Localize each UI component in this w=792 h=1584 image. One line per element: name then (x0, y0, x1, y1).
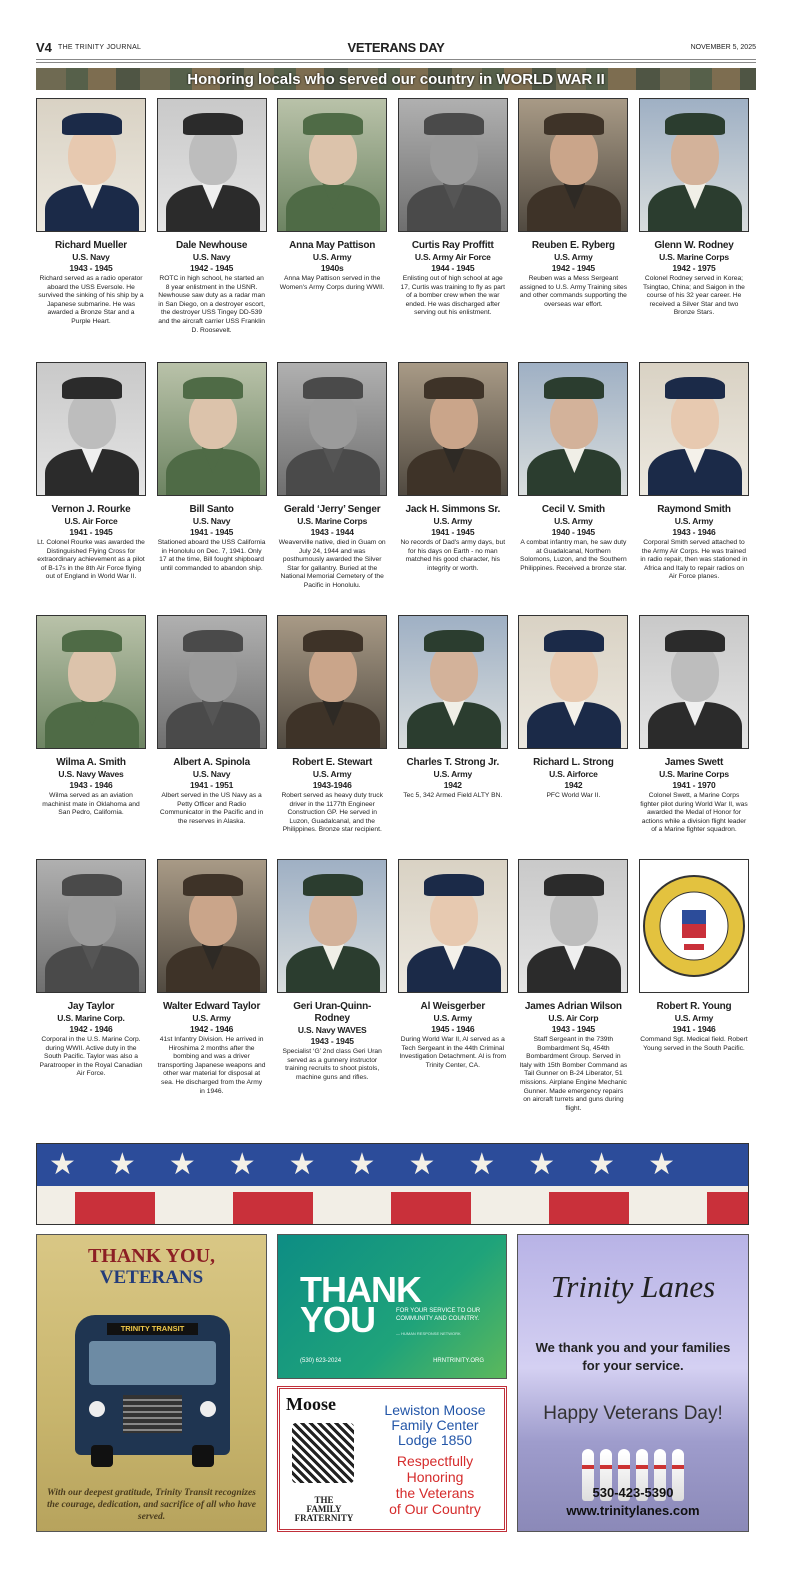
veteran-bio: During World War II, Al served as a Tech Sergeant in the 44th Criminal Investigation Detachment. Al is from Trinity Center, CA. (399, 1036, 507, 1069)
veteran-photo (36, 859, 146, 993)
veteran-bio: Corporal Smith served attached to the Army Air Corps. He was trained in radio repair, then was stationed in Africa and Italy to repair radios on Air Force planes. (640, 539, 748, 581)
hrn-ad-signature: — HUMAN RESPONSE NETWORK (396, 1331, 461, 1336)
moose-name-line1: Lewiston Moose (384, 1402, 486, 1418)
veteran-name: Curtis Ray Proffitt (411, 240, 494, 251)
veteran-branch: U.S. Marine Corps (659, 769, 729, 779)
veteran-bio: Corporal in the U.S. Marine Corp. during WWII. Active duty in the South Pacific. Taylor was also a Paratrooper in the Royal Canadian Air Force. (39, 1036, 143, 1078)
star-icon: ★ (288, 1148, 316, 1181)
veteran-years: 1943 - 1945 (69, 263, 113, 273)
transit-ad-line2: VETERANS (99, 1267, 204, 1288)
moose-message-line1: Respectfully (396, 1453, 474, 1469)
moose-tagline-line3: FRATERNITY (294, 1513, 354, 1523)
bus-windshield (89, 1341, 216, 1385)
veteran-bio: PFC World War II. (546, 792, 601, 799)
lanes-ad-message: We thank you and your families for your service. (535, 1340, 731, 1373)
lewiston-moose-ad (277, 1386, 507, 1532)
flag-banner (36, 1143, 749, 1225)
veteran-card (36, 362, 146, 591)
veteran-card (518, 859, 628, 1113)
veteran-branch: U.S. Navy (192, 769, 231, 779)
veteran-branch: U.S. Marine Corp. (57, 1013, 125, 1023)
hrn-ad-website: HRNTRINITY.ORG (433, 1358, 484, 1364)
veteran-years: 1941 - 1945 (69, 527, 113, 537)
star-icon: ★ (228, 1148, 256, 1181)
veteran-years: 1941 - 1951 (190, 780, 234, 790)
veteran-years: 1941 - 1970 (672, 780, 716, 790)
bus-illustration (75, 1315, 230, 1455)
veteran-years: 1940s (320, 263, 344, 273)
veteran-photo (157, 859, 267, 993)
star-icon: ★ (108, 1148, 136, 1181)
veteran-bio: Stationed aboard the USS California in Honolulu on Dec. 7, 1941. Only 17 at the time, Bill fought shipboard until commanded to abandon ship. (157, 539, 266, 572)
section-banner (36, 68, 756, 90)
veteran-bio: Albert served in the US Navy as a Petty Officer and Radio Communicator in the Pacific and in the reserves in Alaska. (159, 792, 264, 825)
veteran-photo (518, 859, 628, 993)
veteran-card (157, 859, 267, 1113)
veteran-name: Charles T. Strong Jr. (406, 757, 500, 768)
veteran-branch: U.S. Navy (192, 516, 231, 526)
veteran-bio: A combat infantry man, he saw duty at Guadalcanal, Northern Solomons, Luzon, and the Southern Philippines. Received a bronze star. (520, 539, 627, 572)
page-header (36, 38, 756, 60)
veteran-card (277, 615, 387, 835)
veteran-name: Richard L. Strong (533, 757, 614, 768)
veteran-card (36, 98, 146, 335)
veteran-name: Wilma A. Smith (56, 757, 126, 768)
veteran-years: 1942 - 1946 (190, 1024, 234, 1034)
veteran-years: 1941 - 1945 (431, 527, 475, 537)
star-icon: ★ (468, 1148, 496, 1181)
banner-title: Honoring locals who served our country in WORLD WAR II (187, 70, 605, 88)
star-icon: ★ (408, 1148, 436, 1181)
veteran-card (277, 859, 387, 1113)
veteran-card (36, 615, 146, 835)
hrn-ad-headline (300, 1269, 421, 1340)
veteran-bio: No records of Dad's army days, but for his days on Earth - no man matched his good character, his integrity or worth. (400, 539, 506, 572)
veteran-branch: U.S. Army Air Force (414, 252, 491, 262)
veteran-name: Al Weisgerber (420, 1001, 486, 1012)
veteran-branch: U.S. Army (674, 1013, 714, 1023)
moose-message-line2: Honoring (406, 1469, 464, 1485)
veteran-years: 1942 (443, 780, 462, 790)
veteran-branch: U.S. Army (554, 516, 593, 526)
moose-name-line3: Lodge 1850 (398, 1432, 472, 1448)
veteran-branch: U.S. Air Force (64, 516, 118, 526)
veteran-photo (157, 362, 267, 496)
veteran-photo (36, 362, 146, 496)
veteran-years: 1943 - 1945 (310, 1036, 354, 1046)
hrn-ad-message: FOR YOUR SERVICE TO OUR COMMUNITY AND COUNTRY. (396, 1308, 481, 1322)
veteran-branch: U.S. Army (312, 252, 352, 262)
veteran-name: Vernon J. Rourke (51, 504, 131, 515)
moose-logo-graphic (292, 1423, 354, 1483)
veteran-bio: Anna May Pattison served in the Women's Army Corps during WWII. (279, 275, 385, 291)
veteran-branch: U.S. Army (674, 516, 714, 526)
veteran-bio: Enlisting out of high school at age 17, Curtis was training to fly as part of a bomber crew when the war ended. He was discharged after serving out his enlistment. (400, 275, 505, 317)
veteran-bio: Colonel Rodney served in Korea; Tsingtao, China; and Saigon in the course of his 32 year career. He received a Silver Star and two Bronze Stars. (643, 275, 745, 317)
veterans-row (36, 615, 749, 835)
veteran-bio: Reuben was a Mess Sergeant assigned to U.S. Army Training sites and other commands supporting the overseas war effort. (519, 275, 628, 308)
star-icon: ★ (168, 1148, 196, 1181)
veteran-photo (398, 859, 508, 993)
veteran-years: 1943 - 1944 (310, 527, 354, 537)
veterans-row (36, 362, 749, 591)
transit-ad-footer: With our deepest gratitude, Trinity Transit recognizes the courage, dedication, and sacrifice of all who have served. (47, 1488, 256, 1522)
veteran-bio: Staff Sergeant in the 739th Bombardment Sq, 454th Bombardment Group. Served in Italy with 15th Bomber Command as Tail Gunner on B-24 Liberator, 51 missions. Airplane Engine Mechanic Gunner. Made emergency repairs on aircraft turrets and guns during flight. (519, 1036, 628, 1112)
veteran-name: James Adrian Wilson (524, 1001, 622, 1012)
star-icon: ★ (348, 1148, 376, 1181)
trinity-transit-ad (36, 1234, 267, 1532)
moose-tagline-line2: FAMILY (306, 1504, 342, 1514)
veteran-photo (639, 615, 749, 749)
trinity-lanes-ad (517, 1234, 749, 1532)
veteran-years: 1942 - 1975 (672, 263, 716, 273)
issue-date: NOVEMBER 5, 2025 (690, 44, 756, 51)
veteran-years: 1943 - 1945 (551, 1024, 595, 1034)
veteran-bio: 41st Infantry Division. He arrived in Hiroshima 2 months after the bombing and was a driver transporting Japanese weapons and other war material for disposal at sea. He discharged from the Army in 1946. (157, 1036, 266, 1095)
header-divider (36, 62, 756, 63)
star-icon: ★ (528, 1148, 556, 1181)
veteran-bio: Weaverville native, died in Guam on July 24, 1944 and was posthumously awarded the Silver Star for gallantry. Buried at the National Memorial Cemetery of the Pacific in Honolulu. (278, 539, 386, 589)
veteran-branch: U.S. Airforce (549, 769, 598, 779)
veteran-card (157, 615, 267, 835)
moose-message-line3: the Veterans (395, 1485, 475, 1501)
veteran-name: Cecil V. Smith (541, 504, 605, 515)
veteran-branch: U.S. Army (192, 1013, 231, 1023)
veteran-years: 1942 - 1945 (190, 263, 234, 273)
veteran-photo (277, 859, 387, 993)
bus-grill (123, 1395, 182, 1433)
lanes-ad-title: Trinity Lanes (550, 1269, 716, 1304)
veteran-years: 1943 - 1946 (672, 527, 716, 537)
veteran-bio: Command Sgt. Medical field. Robert Young served in the South Pacific. (640, 1036, 748, 1052)
veteran-card (518, 615, 628, 835)
veteran-years: 1941 - 1945 (190, 527, 234, 537)
veteran-years: 1940 - 1945 (551, 527, 595, 537)
veteran-years: 1943 - 1946 (69, 780, 113, 790)
veteran-card (639, 859, 749, 1113)
veteran-branch: U.S. Army (433, 769, 473, 779)
veteran-branch: U.S. Army (312, 769, 352, 779)
flag-stripes (37, 1186, 748, 1225)
veteran-years: 1943-1946 (312, 780, 352, 790)
veteran-branch: U.S. Army (554, 252, 593, 262)
publication-name: THE TRINITY JOURNAL (58, 44, 142, 51)
veteran-name: James Swett (664, 757, 724, 768)
veteran-card (277, 98, 387, 335)
veteran-name: Richard Mueller (54, 240, 128, 251)
moose-tagline-line1: THE (314, 1495, 334, 1505)
veteran-years: 1941 - 1946 (672, 1024, 716, 1034)
page-number: V4 (36, 40, 52, 55)
star-icon: ★ (588, 1148, 616, 1181)
veteran-card (639, 98, 749, 335)
veteran-branch: U.S. Army (433, 516, 473, 526)
veteran-card (398, 859, 508, 1113)
veteran-name: Geri Uran-Quinn-Rodney (293, 1001, 372, 1024)
veteran-name: Robert E. Stewart (292, 757, 373, 768)
transit-ad-line1: THANK YOU, (87, 1245, 216, 1267)
veteran-years: 1942 (564, 780, 583, 790)
veteran-name: Gerald ‘Jerry’ Senger (283, 504, 381, 515)
veteran-bio: Richard served as a radio operator aboard the USS Eversole. He survived the sinking of his ship by a Japanese submarine. He was awarded a Bronze Star and a Purple Heart. (38, 275, 144, 325)
moose-message (366, 1453, 504, 1517)
veteran-name: Robert R. Young (656, 1001, 732, 1012)
veteran-bio: Tec 5, 342 Armed Field ALTY BN. (403, 792, 503, 799)
veteran-photo (398, 98, 508, 232)
veteran-years: 1945 - 1946 (431, 1024, 475, 1034)
veteran-card (277, 362, 387, 591)
veteran-photo (157, 98, 267, 232)
veteran-photo (639, 98, 749, 232)
veteran-card (518, 98, 628, 335)
veteran-branch: U.S. Army (433, 1013, 473, 1023)
veterans-row (36, 859, 749, 1113)
bus-wheel (91, 1445, 113, 1467)
bus-wheel (192, 1445, 214, 1467)
veteran-name: Bill Santo (189, 504, 234, 515)
veteran-card (639, 615, 749, 835)
veteran-name: Dale Newhouse (175, 240, 248, 251)
veteran-branch: U.S. Navy (192, 252, 231, 262)
veteran-card (518, 362, 628, 591)
lanes-ad-phone: 530-423-5390 (592, 1485, 674, 1500)
moose-name-line2: Family Center (391, 1417, 479, 1433)
veteran-card (398, 362, 508, 591)
veteran-bio: Colonel Swett, a Marine Corps fighter pilot during World War II, was awarded the Medal of Honor for actions while a division flight leader of a Marine fighter squadron. (640, 792, 748, 834)
bus-headlight (89, 1401, 105, 1417)
lanes-ad-greeting: Happy Veterans Day! (543, 1403, 723, 1424)
veteran-branch: U.S. Navy Waves (58, 769, 124, 779)
veteran-photo (518, 615, 628, 749)
star-icon: ★ (648, 1148, 675, 1181)
veteran-photo (36, 615, 146, 749)
lanes-ad-website: www.trinitylanes.com (566, 1503, 700, 1518)
veteran-branch: U.S. Navy (72, 252, 110, 262)
veteran-photo (277, 362, 387, 496)
veteran-card (36, 859, 146, 1113)
veteran-name: Jay Taylor (67, 1001, 115, 1012)
veteran-bio: ROTC in high school, he started an 8 year enlistment in the USNR. Newhouse saw duty as a radar man in San Diego, on a destroyer escort, the destroyer USS Tingey DD-539 and the aircraft carrier USS Franklin D. Roosevelt. (158, 275, 265, 334)
moose-logo (286, 1395, 358, 1523)
veterans-row (36, 98, 749, 335)
veteran-name: Jack H. Simmons Sr. (405, 504, 501, 515)
veteran-photo (398, 362, 508, 496)
veteran-name: Walter Edward Taylor (163, 1001, 261, 1012)
veteran-photo (36, 98, 146, 232)
veteran-bio: Wilma served as an aviation machinist mate in Oklahoma and San Pedro, California. (42, 792, 140, 817)
moose-lodge-name (366, 1403, 504, 1448)
veteran-photo (518, 98, 628, 232)
hrn-ad-headline-line1: THANK (300, 1269, 421, 1310)
flag-stars (49, 1144, 749, 1186)
veteran-years: 1942 - 1945 (551, 263, 595, 273)
human-response-network-ad (277, 1234, 507, 1379)
section-title: VETERANS DAY (347, 40, 445, 55)
veteran-name: Reuben E. Ryberg (531, 240, 615, 251)
veteran-name: Albert A. Spinola (173, 757, 250, 768)
veteran-card (157, 362, 267, 591)
veteran-photo (518, 362, 628, 496)
veteran-card (398, 98, 508, 335)
veteran-photo (277, 615, 387, 749)
veteran-photo (277, 98, 387, 232)
veteran-bio: Robert served as heavy duty truck driver in the 1177th Engineer Construction GP. He served in Luzon, Guadalcanal, and the Philippines. Bronze star recipient. (281, 792, 383, 834)
veteran-photo (398, 615, 508, 749)
veteran-photo (639, 859, 749, 993)
veteran-years: 1944 - 1945 (431, 263, 475, 273)
moose-message-line4: of Our Country (389, 1501, 481, 1517)
veteran-card (398, 615, 508, 835)
veteran-years: 1942 - 1946 (69, 1024, 113, 1034)
veteran-name: Glenn W. Rodney (654, 240, 734, 251)
veteran-branch: U.S. Marine Corps (297, 516, 368, 526)
veteran-bio: Specialist ‘G’ 2nd class Geri Uran served as a gunnery instructor training recruits to shoot pistols, machine guns and rifles. (282, 1048, 382, 1081)
veteran-card (639, 362, 749, 591)
veteran-photo (639, 362, 749, 496)
bus-headlight (200, 1401, 216, 1417)
hrn-ad-phone: (530) 623-2024 (300, 1358, 342, 1364)
veteran-branch: U.S. Navy WAVES (297, 1025, 367, 1035)
veteran-card (157, 98, 267, 335)
veteran-branch: U.S. Air Corp (548, 1013, 599, 1023)
veteran-name: Anna May Pattison (289, 240, 376, 251)
veteran-name: Raymond Smith (657, 504, 731, 515)
army-seal-icon (640, 860, 748, 992)
veteran-branch: U.S. Marine Corps (659, 252, 729, 262)
bus-destination-sign: TRINITY TRANSIT (107, 1323, 198, 1335)
veteran-bio: Lt. Colonel Rourke was awarded the Distinguished Flying Cross for extraordinary achievement as a pilot of B-17s in the 8th Air Force flying out of England in World War II. (37, 539, 145, 581)
veteran-photo (157, 615, 267, 749)
moose-logo-word: Moose (286, 1394, 336, 1414)
hrn-ad-headline-line2: YOU (300, 1299, 376, 1340)
star-icon: ★ (49, 1148, 76, 1181)
moose-logo-tagline (294, 1496, 354, 1523)
